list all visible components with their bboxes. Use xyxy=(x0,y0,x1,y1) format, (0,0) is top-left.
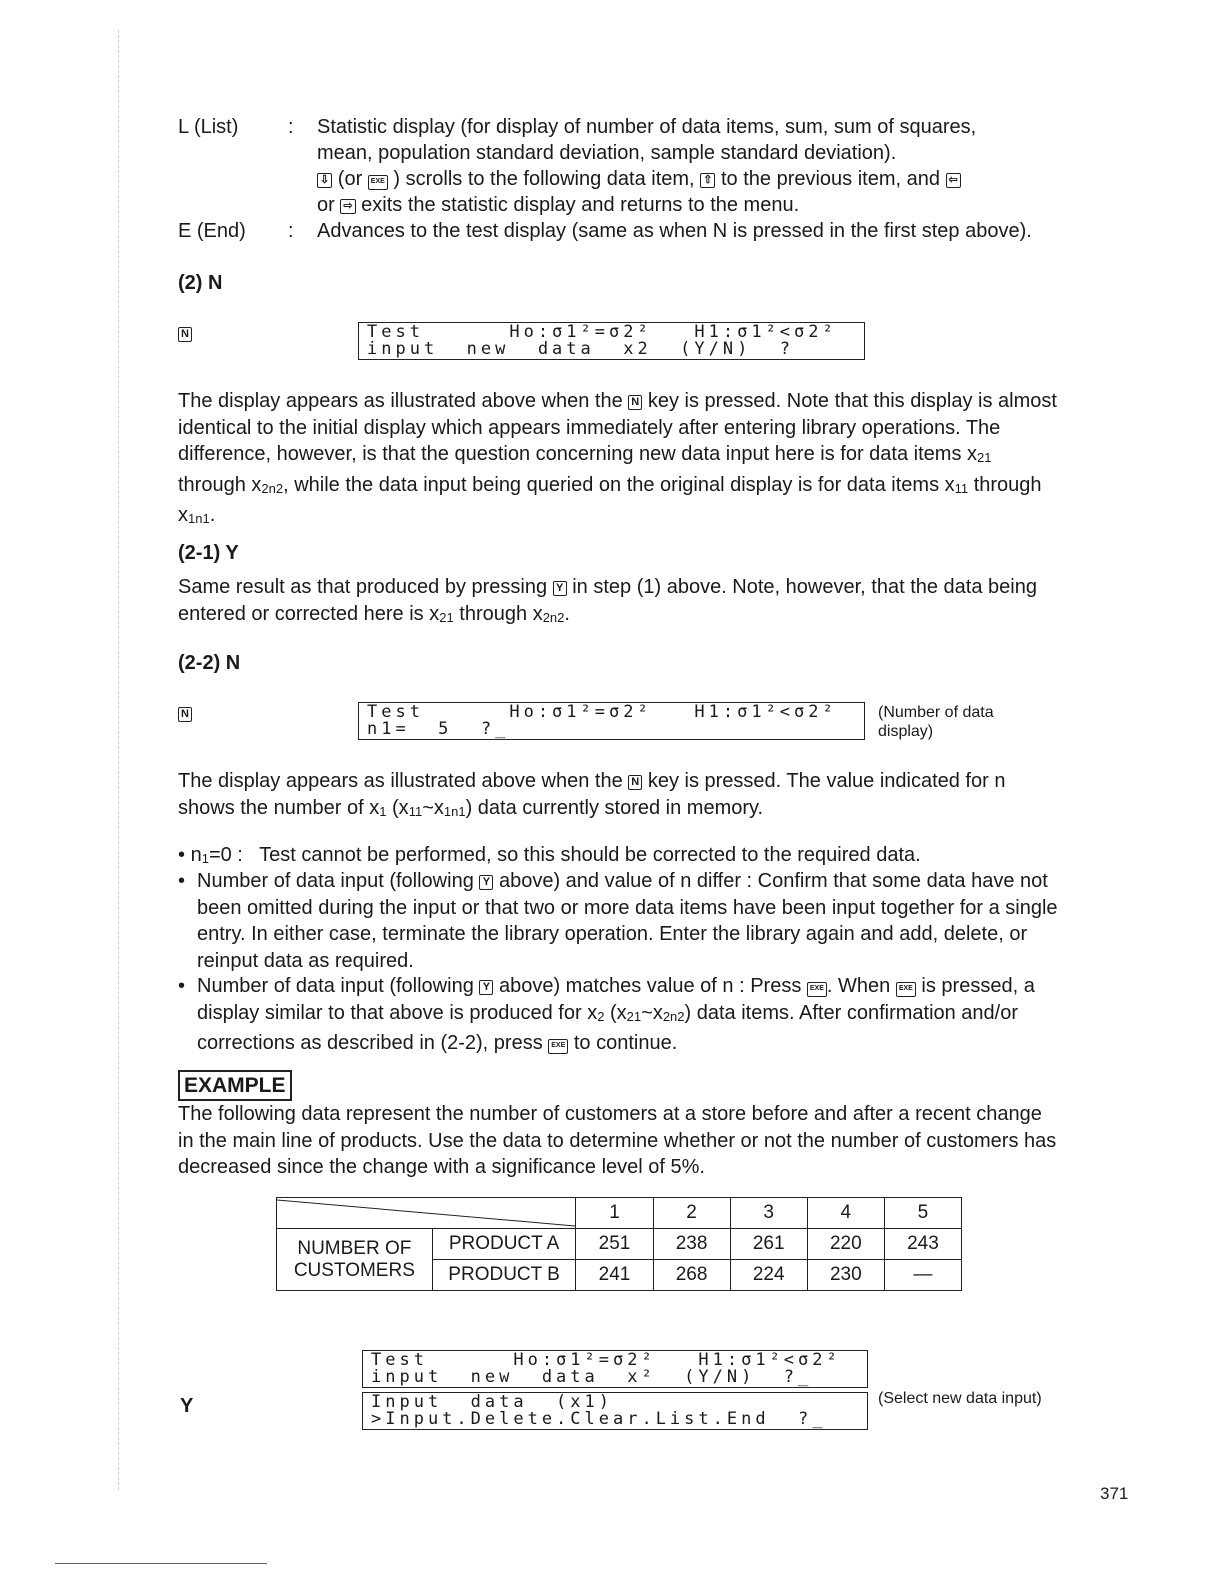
subscript: 11 xyxy=(954,480,969,496)
row-group-header: NUMBER OF CUSTOMERS xyxy=(277,1229,433,1291)
n-key-icon xyxy=(178,326,192,344)
var: x xyxy=(532,602,543,625)
exe-key-icon: EXE xyxy=(548,1039,568,1054)
lcd-line: >Input.Delete.Clear.List.End ?_ xyxy=(371,1409,827,1429)
var: x xyxy=(587,1001,598,1024)
lcd-line: n1= 5 ?_ xyxy=(367,719,510,739)
text: When xyxy=(838,975,891,997)
column-header: 1 xyxy=(576,1198,653,1229)
example-label: EXAMPLE xyxy=(178,1070,292,1101)
subscript: 2n2 xyxy=(542,609,565,625)
y-key-icon: Y xyxy=(479,875,493,890)
y-step-label: Y xyxy=(180,1395,194,1417)
y-key-icon: Y xyxy=(553,581,567,596)
lcd-line: Test Ho:σ1²=σ2² H1:σ1²<σ2² xyxy=(367,702,837,722)
subscript: 1 xyxy=(201,851,209,866)
text: ) scrolls to the following data item, xyxy=(393,168,695,190)
table-cell: 268 xyxy=(653,1260,730,1291)
table-cell: 230 xyxy=(807,1260,884,1291)
var: x xyxy=(178,504,188,526)
var: x xyxy=(429,602,440,625)
var: x xyxy=(369,796,380,819)
list-desc-line1: Statistic display (for display of number of data items, sum, sum of squares, xyxy=(317,116,977,138)
subscript: 2n2 xyxy=(662,1008,685,1024)
var: x xyxy=(251,473,262,496)
subscript: 21 xyxy=(439,609,454,625)
text: or xyxy=(317,194,335,216)
subscript: 21 xyxy=(977,450,992,465)
column-header: 4 xyxy=(807,1198,884,1229)
paragraph-1 xyxy=(178,388,1058,533)
text: (x xyxy=(610,1001,627,1024)
exe-key-icon: EXE xyxy=(896,982,916,997)
lcd-4-note: (Select new data input) xyxy=(878,1390,1042,1407)
bullet-dot-icon: • xyxy=(178,975,186,997)
text: Same result as that produced by pressing xyxy=(178,576,548,598)
text: ) data items. After confirmation and/or corrections as described in (2-2), press xyxy=(197,1001,1019,1054)
customers-table xyxy=(276,1197,962,1291)
column-header: 3 xyxy=(730,1198,807,1229)
lcd-line: input new data x² (Y/N) ?_ xyxy=(371,1367,813,1387)
subscript: 1n1 xyxy=(188,511,210,526)
text: . xyxy=(826,975,833,997)
subscript: 1n1 xyxy=(443,803,466,819)
column-header: 5 xyxy=(884,1198,961,1229)
text: through xyxy=(178,473,246,496)
up-arrow-key-icon: ⇧ xyxy=(700,173,715,188)
text: is pressed, a display similar to that above is produced for xyxy=(197,975,1035,1024)
text: . xyxy=(564,602,570,625)
text: exits the statistic display and returns to the menu. xyxy=(361,194,800,216)
table-corner-cell xyxy=(277,1198,576,1229)
var: x xyxy=(944,473,955,496)
list-key-list: L (List) xyxy=(178,116,239,138)
section-2-1-heading: (2-1) Y xyxy=(178,542,239,564)
bullet-dot-icon: • xyxy=(178,844,186,866)
text: The display appears as illustrated above when the xyxy=(178,770,623,792)
key-label: N xyxy=(178,327,192,342)
bullet-2 xyxy=(197,868,1059,974)
paragraph-2 xyxy=(178,768,1058,825)
text: to the previous item, and xyxy=(720,168,940,190)
lcd-display-4 xyxy=(362,1392,868,1430)
text: through xyxy=(973,473,1042,496)
bullet-3 xyxy=(197,973,1059,1057)
paragraph-2-1 xyxy=(178,574,1058,631)
lcd-line: Test Ho:σ1²=σ2² H1:σ1²<σ2² xyxy=(371,1350,841,1370)
section-2-2-heading: (2-2) N xyxy=(178,652,241,674)
text: through xyxy=(459,602,528,625)
list-end-desc: Advances to the test display (same as when N is pressed in the first step above). xyxy=(317,220,1032,242)
scan-edge-line xyxy=(55,1563,267,1564)
text: in step (1) above. Note, however, that the data being entered or corrected here is xyxy=(178,576,1037,625)
list-sep: : xyxy=(288,116,294,138)
table-cell: 241 xyxy=(576,1260,653,1291)
row-label: PRODUCT A xyxy=(432,1229,576,1260)
right-arrow-key-icon: ⇨ xyxy=(340,199,355,214)
table-cell: 238 xyxy=(653,1229,730,1260)
lcd-display-1 xyxy=(358,322,865,360)
subscript: 11 xyxy=(408,803,423,819)
table-cell: 224 xyxy=(730,1260,807,1291)
subscript: 2n2 xyxy=(261,480,284,496)
y-key-icon: Y xyxy=(479,980,493,995)
binding-margin xyxy=(118,30,119,1490)
table-cell: 220 xyxy=(807,1229,884,1260)
text: ) data currently stored in memory. xyxy=(465,796,764,819)
text: key is pressed. Note that this display is almost identical to the initial display which appears immediately after entering library operations. The difference, however, is that the question concerning new data input here is for data items xyxy=(178,390,1057,465)
exe-key-icon: EXE xyxy=(368,175,388,190)
text: Number of data input (following xyxy=(197,870,474,892)
text: above) and value of n differ : Confirm that some data have not been omitted during the input or that two or more data items have been input together for a single entry. In either case, terminate the library operation. Enter the library again and add, delete, or reinput data as required. xyxy=(197,870,1058,972)
text: . xyxy=(209,504,216,526)
lcd-display-3 xyxy=(362,1350,868,1388)
example-text: The following data represent the number of customers at a store before and after a recent change in the main line of products. Use the data to determine whether or not the number of customers has decreased since the change with a significance level of 5%. xyxy=(178,1103,1057,1178)
subscript: 1 xyxy=(379,803,387,819)
text: Test cannot be performed, so this should be corrected to the required data. xyxy=(259,844,921,866)
bullet-dot-icon: • xyxy=(178,870,186,892)
lcd-display-2 xyxy=(358,702,865,740)
row-label: PRODUCT B xyxy=(432,1260,576,1291)
text: key is pressed. The value indicated for n shows the number of xyxy=(178,770,1006,819)
table-row xyxy=(277,1229,962,1260)
section-2-heading: (2) N xyxy=(178,272,223,294)
list-key-end: E (End) xyxy=(178,220,246,242)
list-sep: : xyxy=(288,220,294,242)
text: Number of data input (following xyxy=(197,975,474,997)
list-desc-line2: mean, population standard deviation, sample standard deviation). xyxy=(317,142,897,164)
text: =0 : xyxy=(208,844,243,866)
text: to continue. xyxy=(573,1032,678,1054)
text: (x xyxy=(392,796,409,819)
column-header: 2 xyxy=(653,1198,730,1229)
list-scroll-line1 xyxy=(317,166,961,192)
n-key-icon xyxy=(178,706,192,724)
text: ~x xyxy=(641,1001,663,1024)
down-arrow-key-icon: ⇩ xyxy=(317,173,332,188)
n-key-icon: N xyxy=(628,775,642,790)
lcd-line: Test Ho:σ1²=σ2² H1:σ1²<σ2² xyxy=(367,322,837,342)
table-cell: — xyxy=(884,1260,961,1291)
diagonal-line xyxy=(277,1198,575,1228)
text: (or xyxy=(337,168,363,190)
text: n xyxy=(190,844,202,866)
var: x xyxy=(967,443,977,465)
list-scroll-line2 xyxy=(317,192,799,218)
table-cell: 261 xyxy=(730,1229,807,1260)
page-number: 371 xyxy=(1100,1484,1129,1503)
exe-key-icon: EXE xyxy=(807,982,827,997)
text: ~x xyxy=(422,796,444,819)
text: The display appears as illustrated above when the xyxy=(178,390,623,412)
text: , while the data input being queried on the original display is for data items xyxy=(283,473,940,496)
subscript: 21 xyxy=(626,1008,642,1024)
table-header-row xyxy=(277,1198,962,1229)
table-cell: 243 xyxy=(884,1229,961,1260)
subscript: 2 xyxy=(597,1008,605,1024)
lcd-2-note: (Number of data display) xyxy=(878,704,994,740)
text: above) matches value of n : Press xyxy=(498,975,802,997)
lcd-line: input new data x2 (Y/N) ? xyxy=(367,339,795,359)
n-key-icon: N xyxy=(628,395,642,410)
left-arrow-key-icon: ⇦ xyxy=(946,173,961,188)
lcd-line: Input data (x1) xyxy=(371,1392,613,1412)
table-cell: 251 xyxy=(576,1229,653,1260)
key-label: N xyxy=(178,707,192,722)
